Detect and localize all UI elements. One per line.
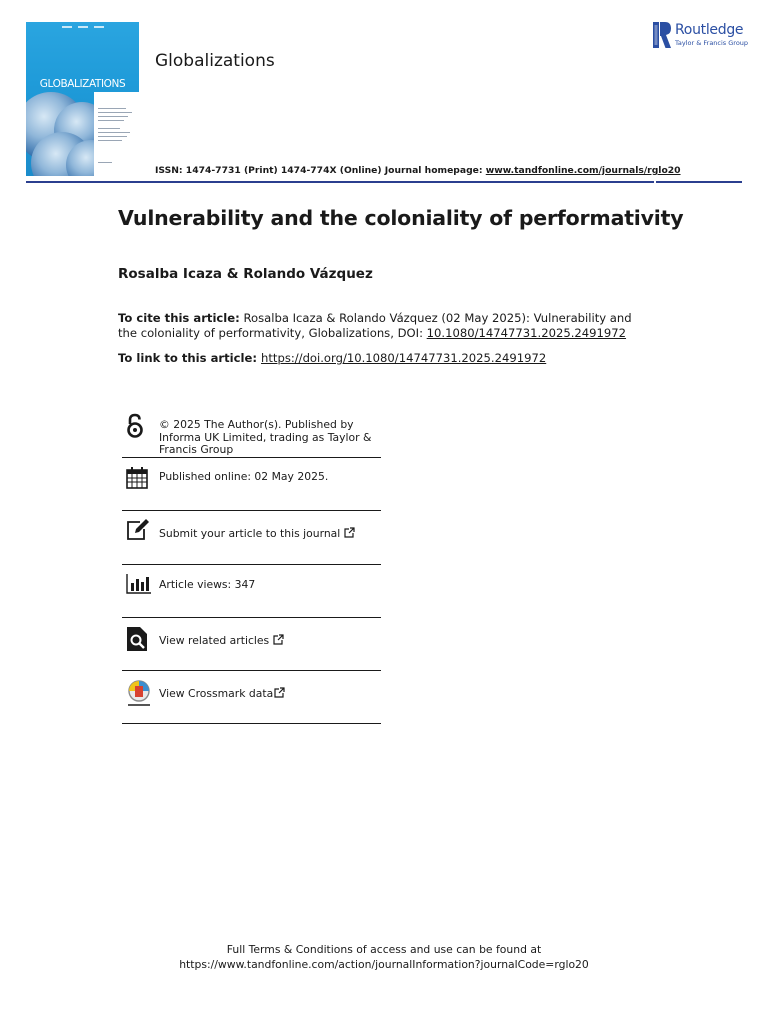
external-link-icon xyxy=(344,527,355,538)
submit-row[interactable] xyxy=(122,511,381,565)
link-label: To link to this article: xyxy=(118,351,262,365)
cite-label: To cite this article: xyxy=(118,311,240,325)
journal-name: Globalizations xyxy=(155,51,275,71)
calendar-icon xyxy=(126,467,148,489)
journal-cover-image xyxy=(26,22,139,176)
issn-line xyxy=(155,165,681,176)
article-info-list xyxy=(122,410,381,724)
footer-terms-url[interactable]: https://www.tandfonline.com/action/journalInformation?journalCode=rglo20 xyxy=(179,957,589,971)
external-link-icon xyxy=(273,634,284,645)
external-link-icon xyxy=(274,687,285,698)
open-access-icon xyxy=(126,413,144,439)
views-row xyxy=(122,565,381,618)
related-articles-link[interactable]: View related articles xyxy=(159,634,270,647)
article-authors: Rosalba Icaza & Rolando Vázquez xyxy=(118,266,373,282)
publisher-name: Routledge xyxy=(675,22,744,38)
article-doi-url[interactable]: https://doi.org/10.1080/14747731.2025.2491972 xyxy=(261,351,547,365)
cite-text: Rosalba Icaza & Rolando Vázquez (02 May 2025): Vulnerability and the coloniality of performativity, Globalizations, DOI: xyxy=(118,311,632,340)
crossmark-link[interactable]: View Crossmark data xyxy=(159,687,274,700)
crossmark-icon xyxy=(126,680,152,708)
issn-text: ISSN: 1474-7731 (Print) 1474-774X (Online) Journal homepage: xyxy=(155,165,486,176)
related-row[interactable] xyxy=(122,618,381,671)
routledge-r-icon xyxy=(653,22,671,48)
cover-title: GLOBALIZATIONS xyxy=(39,78,126,90)
publisher-logo xyxy=(653,22,749,50)
footer-terms xyxy=(0,943,768,972)
publisher-subtitle: Taylor & Francis Group xyxy=(675,39,749,47)
published-date: Published online: 02 May 2025. xyxy=(159,470,329,483)
edit-icon xyxy=(126,519,150,541)
crossmark-row[interactable] xyxy=(122,671,381,724)
license-row xyxy=(122,410,381,458)
header-divider xyxy=(26,181,742,183)
footer-line-1: Full Terms & Conditions of access and use can be found at xyxy=(226,943,542,956)
license-text: © 2025 The Author(s). Published by Informa UK Limited, trading as Taylor & Francis Group xyxy=(159,418,372,456)
published-row xyxy=(122,458,381,511)
article-link-block xyxy=(118,351,546,365)
citation-block xyxy=(118,311,638,340)
doi-link[interactable]: 10.1080/14747731.2025.2491972 xyxy=(426,325,627,340)
document-search-icon xyxy=(126,627,148,651)
submit-article-link[interactable]: Submit your article to this journal xyxy=(159,527,341,540)
journal-homepage-link[interactable]: www.tandfonline.com/journals/rglo20 xyxy=(485,165,681,176)
article-views: Article views: 347 xyxy=(159,578,256,591)
article-title: Vulnerability and the coloniality of performativity xyxy=(118,206,684,230)
bar-chart-icon xyxy=(126,574,152,594)
